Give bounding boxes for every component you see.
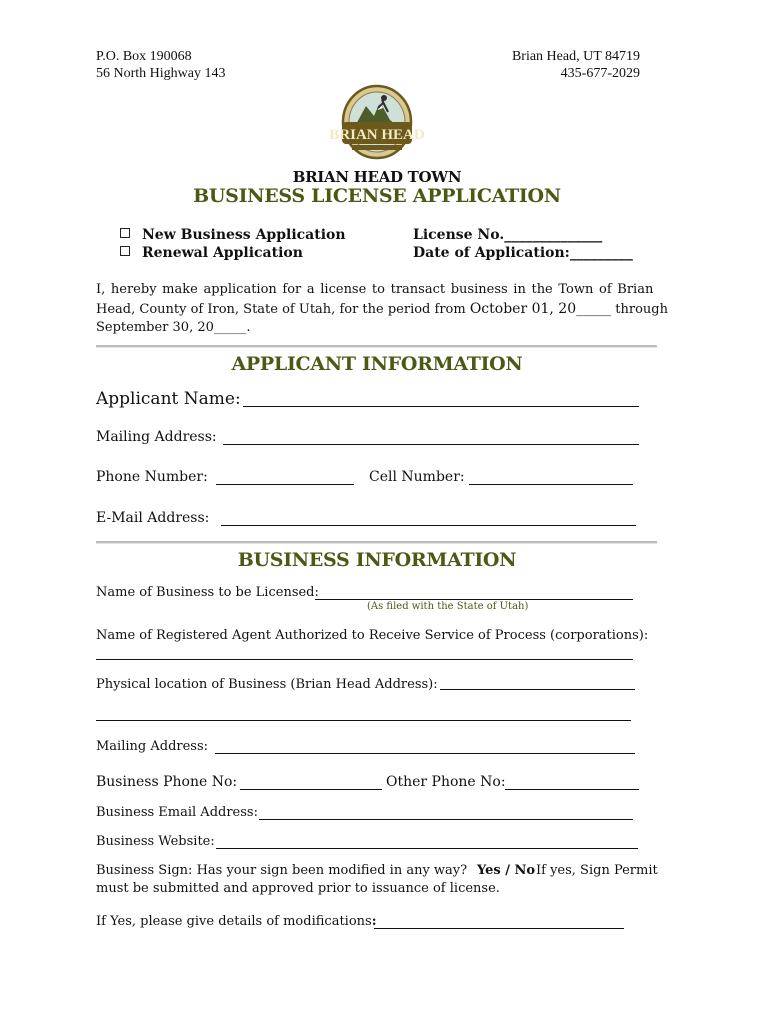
- form-title: BUSINESS LICENSE APPLICATION: [193, 185, 561, 207]
- sign-note-1: If yes, Sign Permit: [536, 863, 658, 878]
- date-of-application-field[interactable]: Date of Application:_________: [413, 245, 633, 261]
- renewal-application-option[interactable]: [120, 245, 303, 261]
- other-phone-label: Other Phone No:: [386, 774, 506, 790]
- physical-location-input-line-2[interactable]: [96, 706, 631, 721]
- modifications-label: [96, 914, 377, 929]
- modifications-input[interactable]: [371, 914, 624, 929]
- other-phone-input[interactable]: [505, 775, 639, 790]
- business-mailing-input[interactable]: [215, 739, 635, 754]
- business-email-label: Business Email Address:: [96, 805, 258, 820]
- intro-line-2: [96, 301, 668, 317]
- sign-note-2: must be submitted and approved prior to issuance of license.: [96, 881, 500, 896]
- applicant-mailing-input[interactable]: [223, 430, 639, 445]
- intro-line-1: I, hereby make application for a license to transact business in the Town of Brian: [96, 282, 654, 297]
- new-application-checkbox[interactable]: [120, 228, 130, 238]
- modifications-colon: :: [371, 914, 377, 929]
- cell-number-label: Cell Number:: [369, 469, 465, 485]
- brian-head-logo: [329, 84, 425, 164]
- renewal-application-label: Renewal Application: [142, 245, 303, 261]
- business-name-input[interactable]: [315, 585, 633, 600]
- modifications-label-text: If Yes, please give details of modifications: [96, 914, 372, 929]
- business-email-input[interactable]: [259, 805, 633, 820]
- intro-line-2-start: Head, County of Iron, State of Utah, for the period from: [96, 302, 470, 317]
- new-application-option[interactable]: [120, 227, 346, 243]
- email-label: E-Mail Address:: [96, 510, 210, 526]
- email-input[interactable]: [221, 511, 636, 526]
- phone-number-input[interactable]: [216, 470, 354, 485]
- business-phone-input[interactable]: [240, 775, 382, 790]
- section-divider: [96, 345, 657, 348]
- intro-line-2-end: through: [611, 302, 668, 317]
- renewal-application-checkbox[interactable]: [120, 246, 130, 256]
- period-start-date[interactable]: October 01, 20_____: [469, 301, 612, 317]
- registered-agent-label: Name of Registered Agent Authorized to Receive Service of Process (corporations):: [96, 628, 649, 643]
- business-name-label: Name of Business to be Licensed:: [96, 585, 319, 600]
- license-number-field[interactable]: License No.______________: [413, 227, 603, 243]
- business-website-input[interactable]: [216, 834, 638, 849]
- business-website-label: Business Website:: [96, 834, 215, 849]
- business-phone-label: Business Phone No:: [96, 774, 238, 790]
- applicant-mailing-label: Mailing Address:: [96, 429, 217, 445]
- city-state-zip: Brian Head, UT 84719: [511, 49, 640, 64]
- new-application-label: New Business Application: [142, 227, 346, 243]
- cell-number-input[interactable]: [469, 470, 633, 485]
- registered-agent-input[interactable]: [96, 645, 633, 660]
- phone-number: 435-677-2029: [560, 66, 640, 81]
- applicant-name-label: Applicant Name:: [96, 389, 241, 409]
- phone-number-label: Phone Number:: [96, 469, 208, 485]
- filed-note: (As filed with the State of Utah): [367, 601, 529, 612]
- applicant-name-input[interactable]: [243, 392, 639, 407]
- po-box: P.O. Box 190068: [96, 49, 192, 64]
- logo-text: BRIAN HEAD: [329, 127, 425, 143]
- physical-location-label: Physical location of Business (Brian Head Address):: [96, 677, 438, 692]
- sign-question: Business Sign: Has your sign been modified in any way?: [96, 863, 468, 878]
- applicant-heading: APPLICANT INFORMATION: [231, 353, 523, 375]
- street-address: 56 North Highway 143: [96, 66, 226, 81]
- business-heading: BUSINESS INFORMATION: [237, 549, 517, 571]
- town-title: BRIAN HEAD TOWN: [292, 168, 462, 186]
- period-end-date[interactable]: September 30, 20_____.: [96, 320, 251, 335]
- section-divider: [96, 541, 657, 544]
- business-mailing-label: Mailing Address:: [96, 739, 209, 754]
- yes-no-choice[interactable]: Yes / No: [477, 863, 536, 878]
- physical-location-input[interactable]: [440, 675, 635, 690]
